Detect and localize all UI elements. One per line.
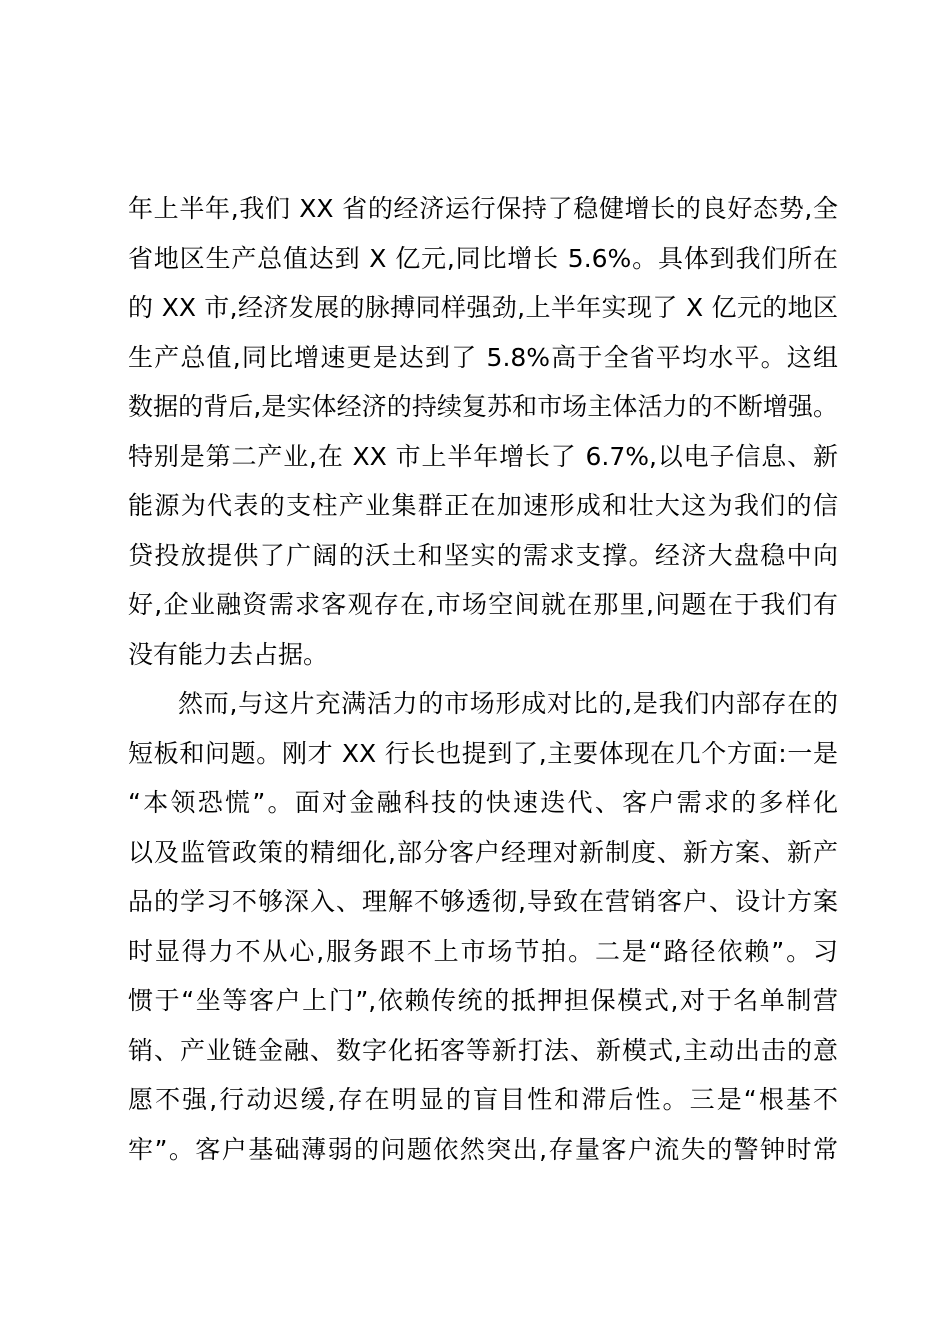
text-line: 好,企业融资需求客观存在,市场空间就在那里,问题在于我们有 xyxy=(128,590,838,619)
text-line: 时显得力不从心,服务跟不上市场节拍。二是“路径依赖”。习 xyxy=(128,936,838,966)
text-line: 短板和问题。刚才 XX 行长也提到了,主要体现在几个方面:一是 xyxy=(128,738,838,768)
text-line: 数据的背后,是实体经济的持续复苏和市场主体活力的不断增强。 xyxy=(128,392,838,421)
text-line: 贷投放提供了广阔的沃土和坚实的需求支撑。经济大盘稳中向 xyxy=(128,540,838,570)
text-line: 省地区生产总值达到 X 亿元,同比增长 5.6%。具体到我们所在 xyxy=(128,243,838,273)
body-text xyxy=(128,184,838,1174)
text-line: 能源为代表的支柱产业集群正在加速形成和壮大这为我们的信 xyxy=(128,491,838,520)
text-line: 年上半年,我们 XX 省的经济运行保持了稳健增长的良好态势,全 xyxy=(128,194,838,223)
text-line: “本领恐慌”。面对金融科技的快速迭代、客户需求的多样化 xyxy=(128,788,838,817)
text-line: 销、产业链金融、数字化拓客等新打法、新模式,主动出击的意 xyxy=(128,1035,838,1065)
text-line: 的 XX 市,经济发展的脉搏同样强劲,上半年实现了 X 亿元的地区 xyxy=(128,293,838,322)
text-line: 特别是第二产业,在 XX 市上半年增长了 6.7%,以电子信息、新 xyxy=(128,441,838,471)
text-line: 生产总值,同比增速更是达到了 5.8%高于全省平均水平。这组 xyxy=(128,342,838,372)
text-line: 品的学习不够深入、理解不够透彻,导致在营销客户、设计方案 xyxy=(128,887,838,916)
text-line: 没有能力去占据。 xyxy=(128,639,329,669)
text-line: 惯于“坐等客户上门”,依赖传统的抵押担保模式,对于名单制营 xyxy=(128,986,838,1015)
text-line: 以及监管政策的精细化,部分客户经理对新制度、新方案、新产 xyxy=(128,837,838,867)
text-line: 愿不强,行动迟缓,存在明显的盲目性和滞后性。三是“根基不 xyxy=(128,1085,838,1114)
text-line: 然而,与这片充满活力的市场形成对比的,是我们内部存在的 xyxy=(178,689,838,718)
text-line: 牢”。客户基础薄弱的问题依然突出,存量客户流失的警钟时常 xyxy=(128,1134,838,1164)
